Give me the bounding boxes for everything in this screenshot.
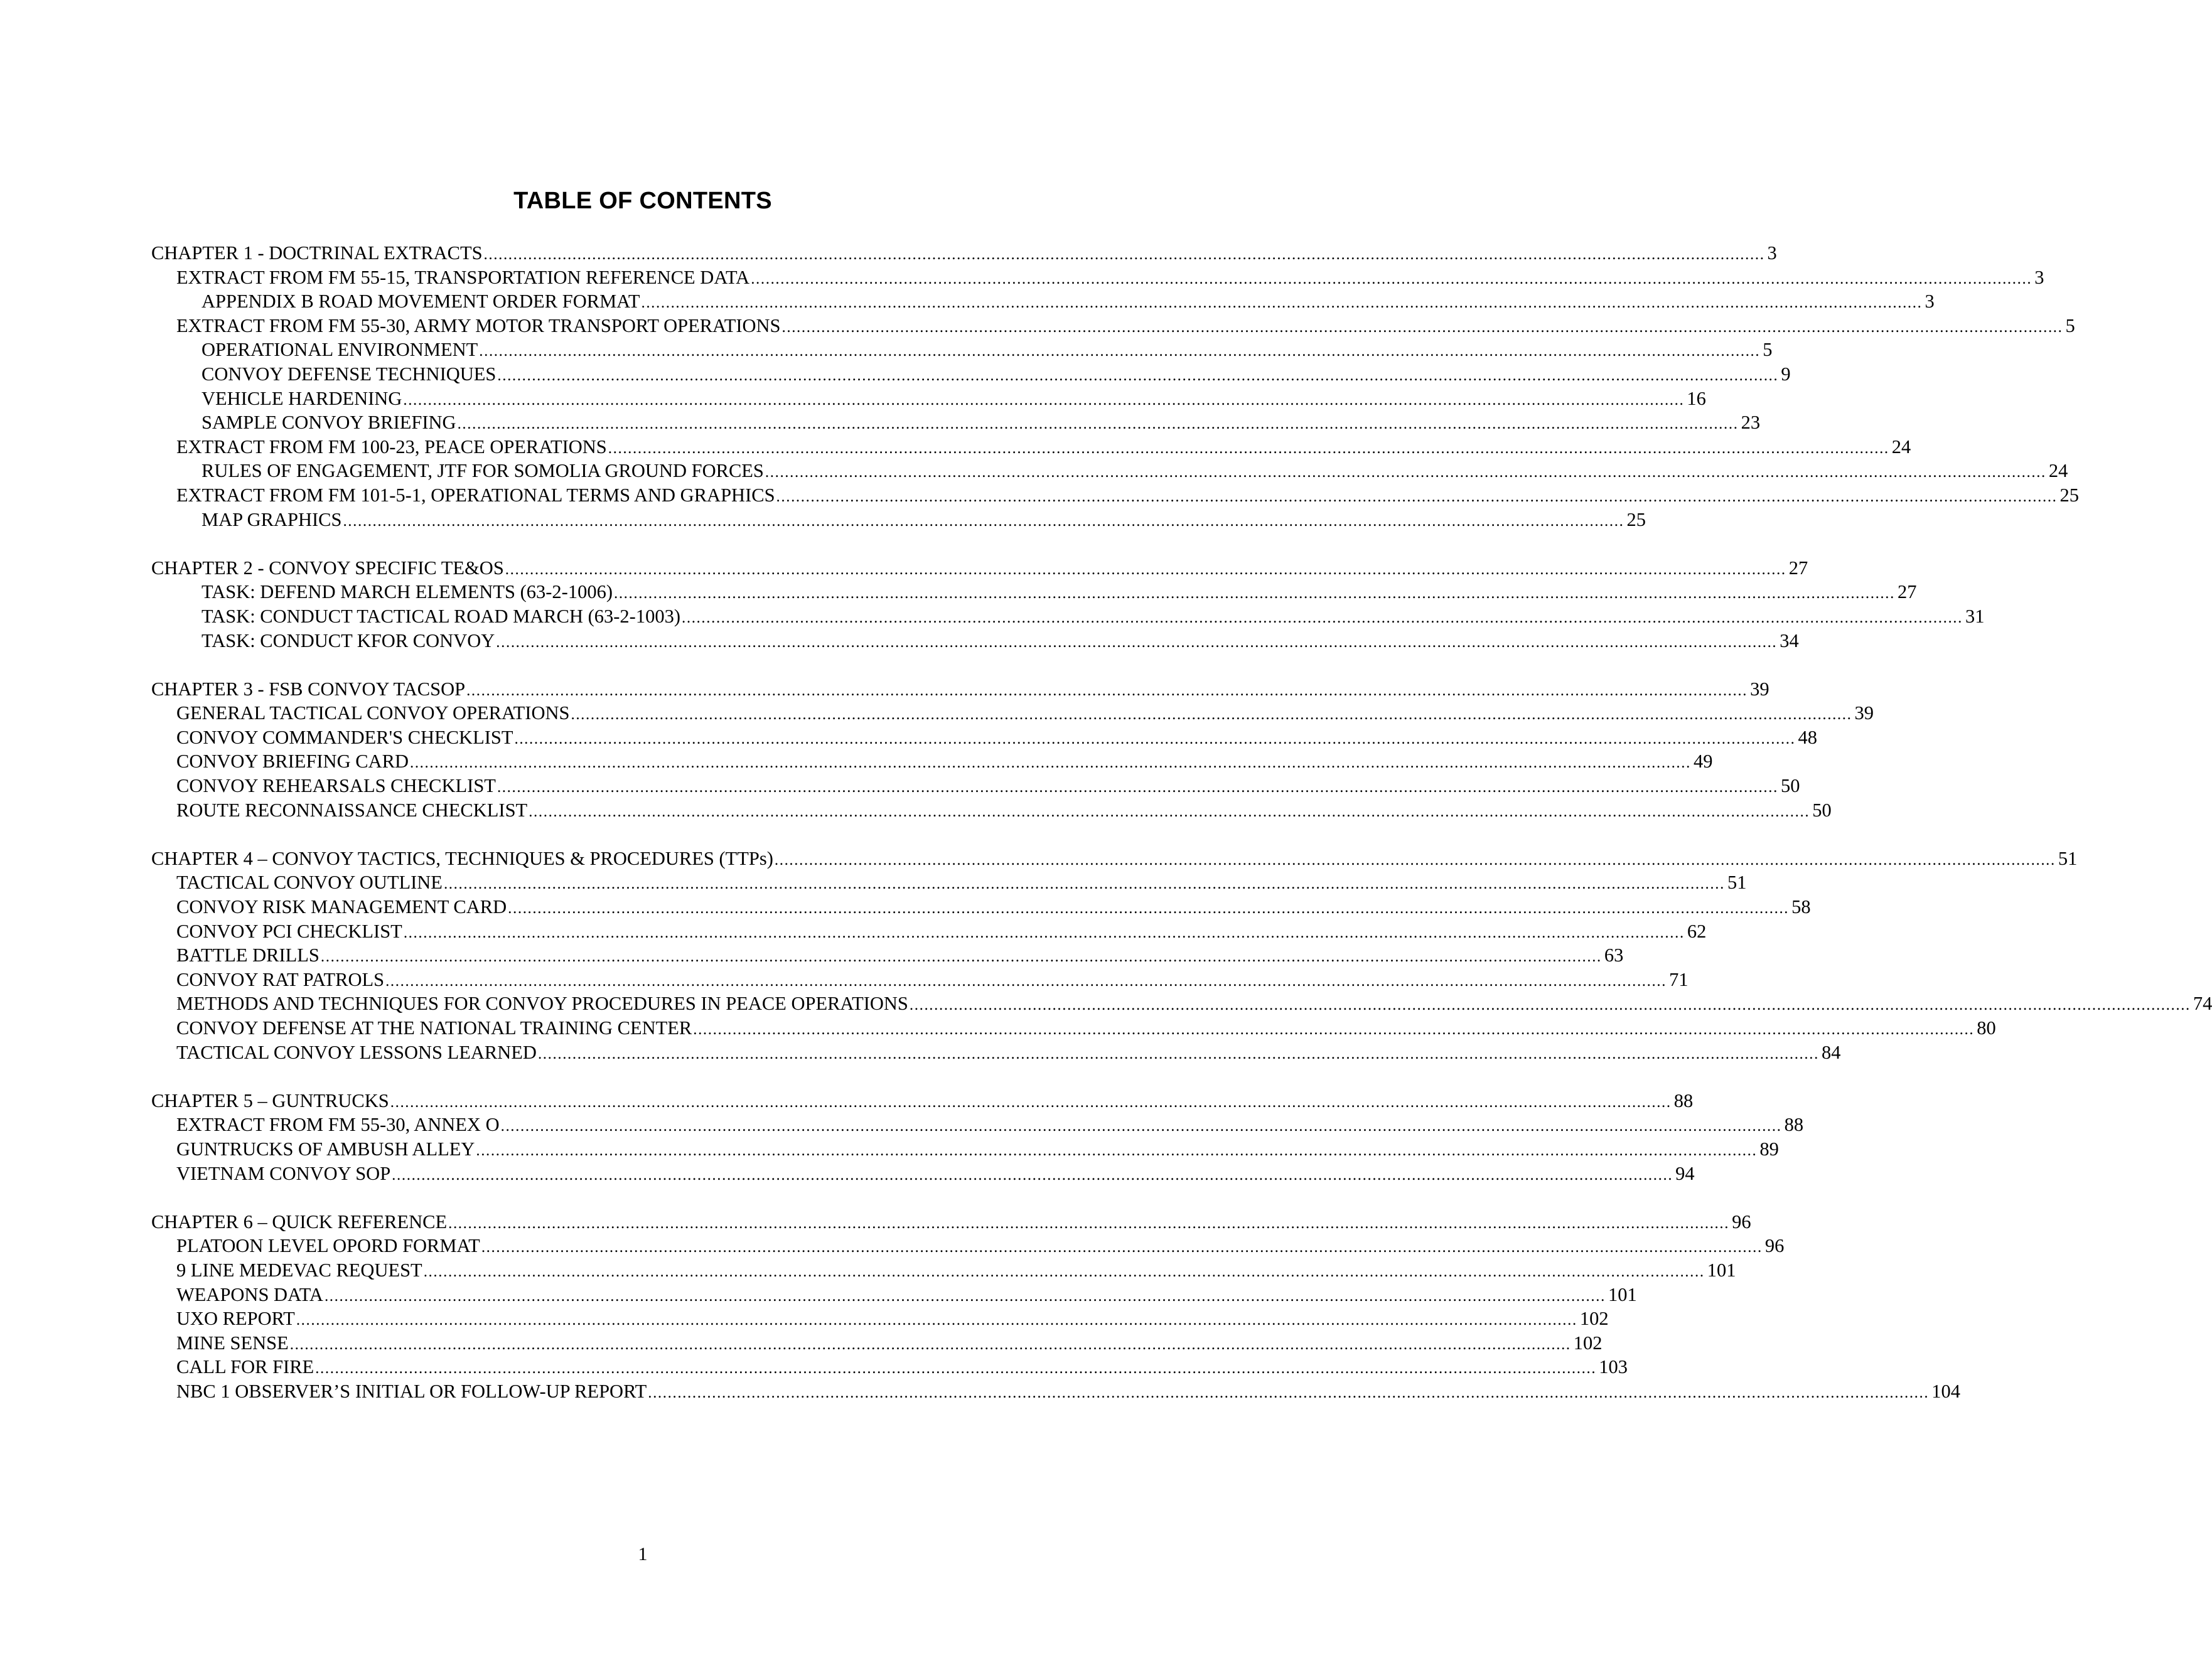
toc-entry[interactable] xyxy=(151,387,1706,411)
toc-entry-page-number: 104 xyxy=(1931,1380,1960,1402)
toc-entry-title: EXTRACT FROM FM 55-15, TRANSPORTATION REFERENCE DATA xyxy=(176,266,750,288)
toc-entry-page-number: 27 xyxy=(1897,581,1917,603)
toc-entry-page-number: 96 xyxy=(1764,1235,1785,1257)
toc-entry-title: CHAPTER 6 – QUICK REFERENCE xyxy=(151,1211,448,1233)
toc-entry-title: CONVOY RISK MANAGEMENT CARD xyxy=(176,896,507,918)
toc-entry-page-number: 101 xyxy=(1707,1259,1736,1281)
toc-dot-leader: .................................................................................................................................................................................................................................................................... xyxy=(508,900,1790,917)
toc-dot-leader: .................................................................................................................................................................................................................................................................... xyxy=(324,1287,1606,1305)
toc-entry-page-number: 94 xyxy=(1675,1162,1695,1184)
toc-entry[interactable] xyxy=(151,943,1624,968)
page-title: TABLE OF CONTENTS xyxy=(513,188,772,214)
toc-dot-leader: .................................................................................................................................................................................................................................................................... xyxy=(390,1093,1672,1111)
toc-entry-title: MINE SENSE xyxy=(176,1332,289,1354)
toc-dot-leader: .................................................................................................................................................................................................................................................................... xyxy=(497,366,1779,384)
toc-entry-page-number: 39 xyxy=(1854,702,1874,724)
toc-dot-leader: .................................................................................................................................................................................................................................................................... xyxy=(448,1214,1730,1232)
toc-entry-page-number: 3 xyxy=(1767,242,1777,264)
toc-entry[interactable] xyxy=(151,749,1713,774)
toc-dot-leader: .................................................................................................................................................................................................................................................................... xyxy=(505,560,1786,578)
toc-entry-title: TASK: DEFEND MARCH ELEMENTS (63-2-1006) xyxy=(201,581,613,603)
toc-entry-title: EXTRACT FROM FM 55-30, ANNEX O xyxy=(176,1114,500,1136)
toc-entry[interactable] xyxy=(151,992,2212,1016)
toc-entry[interactable] xyxy=(151,701,1874,725)
toc-dot-leader: .................................................................................................................................................................................................................................................................... xyxy=(343,512,1624,530)
toc-entry-title: CHAPTER 3 - FSB CONVOY TACSOP xyxy=(151,678,466,700)
toc-entry[interactable] xyxy=(151,1040,1841,1065)
toc-entry-page-number: 3 xyxy=(2034,266,2044,288)
table-of-contents xyxy=(151,241,2212,1404)
toc-entry-title: NBC 1 OBSERVER’S INITIAL OR FOLLOW-UP REPORT xyxy=(176,1380,647,1402)
toc-dot-leader: .................................................................................................................................................................................................................................................................... xyxy=(443,875,1725,893)
toc-entry-title: CONVOY DEFENSE AT THE NATIONAL TRAINING CENTER xyxy=(176,1017,692,1039)
toc-entry[interactable] xyxy=(151,338,1773,362)
toc-entry-title: RULES OF ENGAGEMENT, JTF FOR SOMOLIA GROUND FORCES xyxy=(201,460,764,482)
toc-entry-page-number: 71 xyxy=(1669,968,1689,990)
toc-entry-title: CHAPTER 5 – GUNTRUCKS xyxy=(151,1089,389,1111)
toc-entry[interactable] xyxy=(151,774,1800,798)
toc-entry-title: CONVOY REHEARSALS CHECKLIST xyxy=(176,775,496,797)
toc-entry-page-number: 3 xyxy=(1925,291,1935,313)
toc-entry-page-number: 89 xyxy=(1759,1138,1779,1160)
toc-entry-page-number: 84 xyxy=(1821,1041,1841,1063)
toc-entry-page-number: 80 xyxy=(1977,1017,1996,1039)
toc-dot-leader: .................................................................................................................................................................................................................................................................... xyxy=(403,924,1685,941)
toc-entry-page-number: 50 xyxy=(1780,775,1800,797)
toc-entry-page-number: 25 xyxy=(2059,484,2080,506)
page-number: 1 xyxy=(638,1544,648,1564)
toc-entry[interactable] xyxy=(151,1162,1695,1186)
toc-entry-title: CONVOY DEFENSE TECHNIQUES xyxy=(201,363,497,385)
toc-entry[interactable] xyxy=(151,919,1707,944)
toc-dot-leader: .................................................................................................................................................................................................................................................................... xyxy=(909,997,2191,1014)
toc-entry-page-number: 5 xyxy=(2065,314,2075,336)
toc-entry-title: TACTICAL CONVOY OUTLINE xyxy=(176,872,443,894)
toc-entry-title: CHAPTER 4 – CONVOY TACTICS, TECHNIQUES & PROCEDURES (TTPs) xyxy=(151,847,773,869)
toc-entry-page-number: 34 xyxy=(1780,629,1799,651)
toc-entry-page-number: 9 xyxy=(1781,363,1791,385)
toc-dot-leader: .................................................................................................................................................................................................................................................................... xyxy=(693,1021,1975,1038)
toc-entry-page-number: 31 xyxy=(1965,605,1985,627)
toc-dot-leader: .................................................................................................................................................................................................................................................................... xyxy=(571,706,1852,724)
toc-dot-leader: .................................................................................................................................................................................................................................................................... xyxy=(476,1142,1758,1159)
toc-entry-title: VIETNAM CONVOY SOP xyxy=(176,1162,391,1184)
toc-entry-page-number: 51 xyxy=(2058,847,2078,869)
toc-entry-title: GENERAL TACTICAL CONVOY OPERATIONS xyxy=(176,702,570,724)
toc-dot-leader: .................................................................................................................................................................................................................................................................... xyxy=(423,1263,1705,1280)
toc-entry[interactable] xyxy=(151,895,1811,919)
toc-entry-title: CONVOY RAT PATROLS xyxy=(176,968,385,990)
toc-entry-title: CONVOY COMMANDER'S CHECKLIST xyxy=(176,726,513,748)
toc-dot-leader: .................................................................................................................................................................................................................................................................... xyxy=(500,1118,1782,1135)
toc-entry[interactable] xyxy=(151,1258,1736,1283)
toc-entry-title: SAMPLE CONVOY BRIEFING xyxy=(201,412,456,434)
toc-dot-leader: .................................................................................................................................................................................................................................................................... xyxy=(514,730,1796,747)
toc-entry-title: EXTRACT FROM FM 101-5-1, OPERATIONAL TERMS AND GRAPHICS xyxy=(176,484,775,506)
toc-entry[interactable] xyxy=(151,1331,1603,1356)
toc-entry[interactable] xyxy=(151,604,1985,629)
toc-entry-title: BATTLE DRILLS xyxy=(176,944,319,966)
toc-chapter-entry[interactable] xyxy=(151,677,1769,702)
toc-entry-page-number: 24 xyxy=(1891,436,1911,457)
toc-dot-leader: .................................................................................................................................................................................................................................................................... xyxy=(392,1166,1673,1184)
toc-entry-page-number: 103 xyxy=(1599,1356,1628,1378)
toc-entry[interactable] xyxy=(151,1137,1779,1162)
toc-dot-leader: .................................................................................................................................................................................................................................................................... xyxy=(320,948,1602,966)
toc-entry-title: OPERATIONAL ENVIRONMENT xyxy=(201,339,478,361)
toc-chapter-entry[interactable] xyxy=(151,847,2078,871)
toc-entry-title: TASK: CONDUCT TACTICAL ROAD MARCH (63-2-1003) xyxy=(201,605,680,627)
toc-entry-title: EXTRACT FROM FM 100-23, PEACE OPERATIONS xyxy=(176,436,607,457)
toc-dot-leader: .................................................................................................................................................................................................................................................................... xyxy=(457,415,1739,433)
toc-dot-leader: .................................................................................................................................................................................................................................................................... xyxy=(481,1239,1763,1256)
toc-entry[interactable] xyxy=(151,314,2075,338)
toc-dot-leader: .................................................................................................................................................................................................................................................................... xyxy=(466,682,1748,699)
toc-entry-title: EXTRACT FROM FM 55-30, ARMY MOTOR TRANSPORT OPERATIONS xyxy=(176,314,781,336)
toc-dot-leader: .................................................................................................................................................................................................................................................................... xyxy=(608,439,1889,457)
toc-dot-leader: .................................................................................................................................................................................................................................................................... xyxy=(682,609,1963,626)
toc-entry-page-number: 96 xyxy=(1732,1211,1751,1233)
toc-entry-title: PLATOON LEVEL OPORD FORMAT xyxy=(176,1235,480,1257)
toc-entry-title: UXO REPORT xyxy=(176,1308,295,1330)
toc-chapter-entry[interactable] xyxy=(151,556,1808,580)
toc-entry-page-number: 27 xyxy=(1788,557,1808,579)
toc-dot-leader: .................................................................................................................................................................................................................................................................... xyxy=(776,488,2058,505)
toc-entry-page-number: 16 xyxy=(1687,387,1706,409)
toc-dot-leader: .................................................................................................................................................................................................................................................................... xyxy=(765,464,2046,481)
toc-entry[interactable] xyxy=(151,629,1799,653)
toc-dot-leader: .................................................................................................................................................................................................................................................................... xyxy=(641,294,1923,312)
toc-dot-leader: .................................................................................................................................................................................................................................................................... xyxy=(497,779,1778,796)
toc-entry-title: MAP GRAPHICS xyxy=(201,508,342,530)
toc-entry-page-number: 49 xyxy=(1693,751,1713,773)
toc-entry-title: CHAPTER 1 - DOCTRINAL EXTRACTS xyxy=(151,242,483,264)
toc-entry[interactable] xyxy=(151,1016,1996,1040)
toc-dot-leader: .................................................................................................................................................................................................................................................................... xyxy=(385,972,1667,990)
toc-entry[interactable] xyxy=(151,459,2068,483)
toc-entry-title: APPENDIX B ROAD MOVEMENT ORDER FORMAT xyxy=(201,291,640,313)
toc-entry-title: WEAPONS DATA xyxy=(176,1283,323,1305)
toc-entry[interactable] xyxy=(151,1234,1785,1258)
toc-dot-leader: .................................................................................................................................................................................................................................................................... xyxy=(537,1045,1819,1062)
toc-entry-title: VEHICLE HARDENING xyxy=(201,387,402,409)
toc-entry-title: ROUTE RECONNAISSANCE CHECKLIST xyxy=(176,799,528,821)
toc-entry[interactable] xyxy=(151,968,1689,992)
toc-dot-leader: .................................................................................................................................................................................................................................................................... xyxy=(648,1384,1930,1401)
toc-entry-page-number: 88 xyxy=(1673,1089,1694,1111)
toc-entry-title: GUNTRUCKS OF AMBUSH ALLEY xyxy=(176,1138,475,1160)
toc-dot-leader: .................................................................................................................................................................................................................................................................... xyxy=(315,1360,1597,1377)
toc-entry[interactable] xyxy=(151,1283,1637,1307)
toc-dot-leader: .................................................................................................................................................................................................................................................................... xyxy=(751,270,2032,287)
toc-entry-title: 9 LINE MEDEVAC REQUEST xyxy=(176,1259,422,1281)
toc-dot-leader: .................................................................................................................................................................................................................................................................... xyxy=(774,851,2056,869)
toc-entry[interactable] xyxy=(151,362,1791,387)
toc-entry-page-number: 23 xyxy=(1741,412,1761,434)
toc-entry[interactable] xyxy=(151,1307,1609,1331)
toc-dot-leader: .................................................................................................................................................................................................................................................................... xyxy=(529,803,1810,820)
toc-entry-page-number: 63 xyxy=(1604,944,1624,966)
toc-chapter-entry[interactable] xyxy=(151,1089,1694,1113)
toc-entry-title: CONVOY BRIEFING CARD xyxy=(176,751,409,773)
toc-entry[interactable] xyxy=(151,580,1917,604)
toc-entry-page-number: 102 xyxy=(1573,1332,1603,1354)
toc-entry-title: CONVOY PCI CHECKLIST xyxy=(176,920,402,942)
toc-entry[interactable] xyxy=(151,435,1911,459)
toc-entry-page-number: 39 xyxy=(1750,678,1769,700)
toc-entry[interactable] xyxy=(151,1355,1628,1379)
toc-entry-page-number: 58 xyxy=(1791,896,1811,918)
toc-entry-title: TASK: CONDUCT KFOR CONVOY xyxy=(201,629,495,651)
toc-entry-page-number: 88 xyxy=(1784,1114,1804,1136)
toc-chapter-entry[interactable] xyxy=(151,241,1777,265)
toc-entry-page-number: 24 xyxy=(2048,460,2068,482)
toc-entry[interactable] xyxy=(151,289,1935,314)
toc-entry[interactable] xyxy=(151,410,1761,435)
toc-entry[interactable] xyxy=(151,483,2080,508)
toc-entry-page-number: 51 xyxy=(1727,872,1747,894)
toc-entry[interactable] xyxy=(151,265,2044,290)
toc-entry-page-number: 62 xyxy=(1687,920,1707,942)
toc-entry-page-number: 48 xyxy=(1798,726,1817,748)
toc-chapter-entry[interactable] xyxy=(151,1210,1751,1234)
toc-entry-page-number: 5 xyxy=(1763,339,1773,361)
toc-entry[interactable] xyxy=(151,1379,1960,1404)
toc-entry-title: CHAPTER 2 - CONVOY SPECIFIC TE&OS xyxy=(151,557,504,579)
toc-dot-leader: .................................................................................................................................................................................................................................................................... xyxy=(496,633,1778,651)
toc-dot-leader: .................................................................................................................................................................................................................................................................... xyxy=(296,1312,1577,1329)
toc-dot-leader: .................................................................................................................................................................................................................................................................... xyxy=(483,246,1765,263)
toc-entry[interactable] xyxy=(151,508,1646,532)
toc-entry-title: METHODS AND TECHNIQUES FOR CONVOY PROCEDURES IN PEACE OPERATIONS xyxy=(176,993,908,1015)
toc-entry-page-number: 50 xyxy=(1812,799,1832,821)
toc-entry-title: CALL FOR FIRE xyxy=(176,1356,314,1378)
toc-entry[interactable] xyxy=(151,798,1832,823)
toc-entry-page-number: 74 xyxy=(2193,993,2212,1015)
toc-dot-leader: .................................................................................................................................................................................................................................................................... xyxy=(289,1335,1571,1353)
toc-dot-leader: .................................................................................................................................................................................................................................................................... xyxy=(479,343,1761,360)
toc-entry-title: TACTICAL CONVOY LESSONS LEARNED xyxy=(176,1041,537,1063)
toc-dot-leader: .................................................................................................................................................................................................................................................................... xyxy=(403,391,1685,409)
toc-dot-leader: .................................................................................................................................................................................................................................................................... xyxy=(781,318,2063,336)
toc-entry-page-number: 25 xyxy=(1626,508,1646,530)
toc-entry[interactable] xyxy=(151,1113,1804,1137)
toc-entry[interactable] xyxy=(151,870,1747,895)
toc-dot-leader: .................................................................................................................................................................................................................................................................... xyxy=(613,585,1895,602)
toc-entry-page-number: 102 xyxy=(1579,1308,1609,1330)
toc-entry-page-number: 101 xyxy=(1608,1283,1637,1305)
toc-entry[interactable] xyxy=(151,725,1817,750)
toc-dot-leader: .................................................................................................................................................................................................................................................................... xyxy=(409,754,1691,772)
